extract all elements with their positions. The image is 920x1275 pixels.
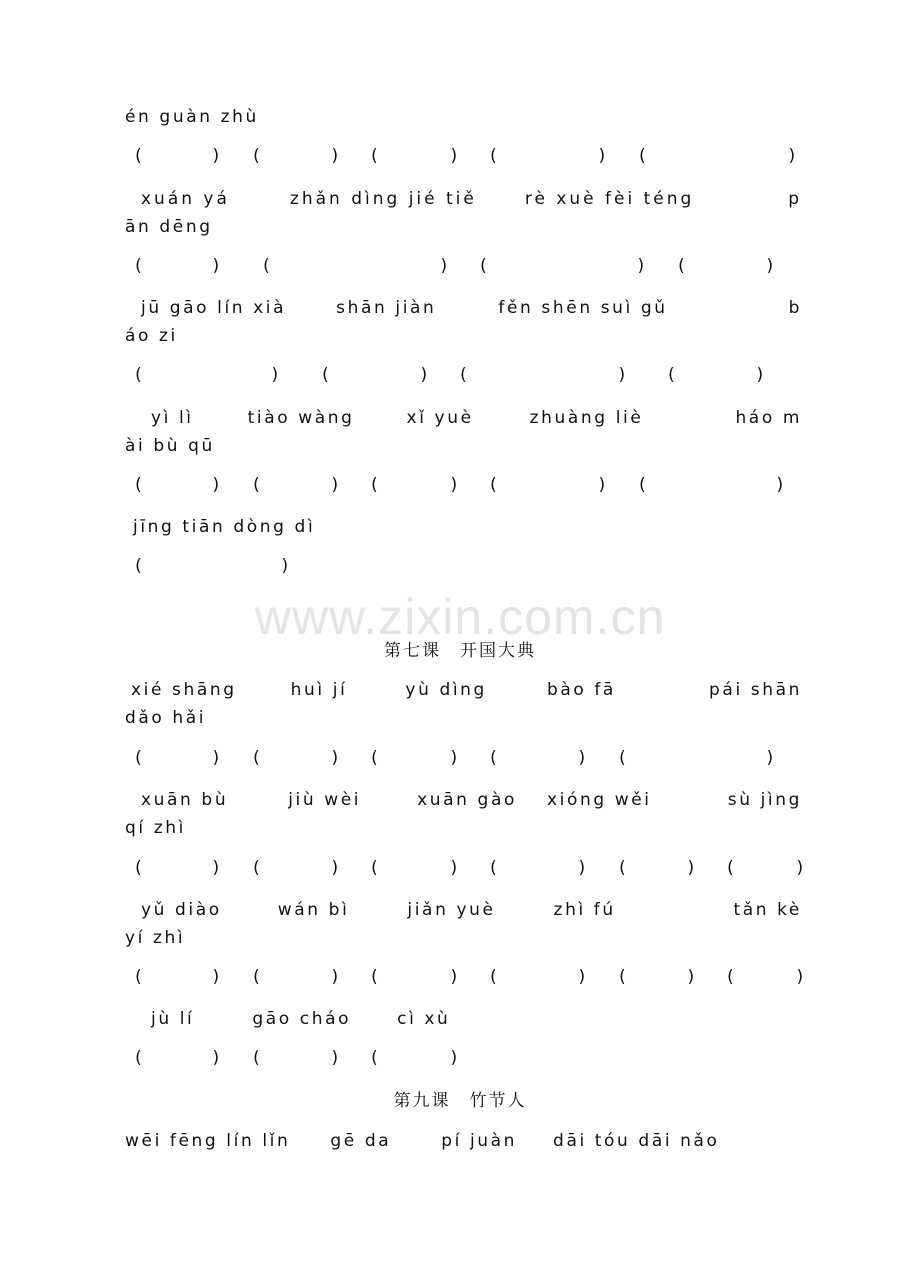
pinyin-line: yǔ diào wán bì jiǎn yuè zhì fú tǎn kè [141, 900, 802, 920]
pinyin-line: jīng tiān dòng dì [133, 517, 316, 537]
lesson-title: 第九课 竹节人 [393, 1091, 527, 1111]
pinyin-line: jù lí gāo cháo cì xù [151, 1009, 451, 1029]
pinyin-line: yì lì tiào wàng xǐ yuè zhuàng liè háo m [151, 408, 802, 428]
watermark: www.zixin.com.cn [254, 589, 666, 645]
pinyin-line: én guàn zhù [125, 107, 259, 127]
pinyin-line-wrap: qí zhì [125, 818, 186, 838]
pinyin-line: xuán yá zhǎn dìng jié tiě rè xuè fèi téng p [141, 189, 802, 209]
pinyin-line: xuān bù jiù wèi xuān gào xióng wěi sù jìng [141, 790, 802, 810]
pinyin-line-wrap: yí zhì [125, 928, 186, 948]
pinyin-line-wrap: ān dēng [125, 217, 213, 237]
pinyin-line-wrap: ài bù qū [125, 436, 215, 456]
pinyin-line: xié shāng huì jí yù dìng bào fā pái shān [131, 680, 802, 700]
lesson-title: 第七课 开国大典 [384, 641, 536, 661]
pinyin-line: wēi fēng lín lǐn gē da pí juàn dāi tóu dāi nǎo [125, 1131, 720, 1151]
pinyin-line-wrap: dǎo hǎi [125, 708, 207, 728]
pinyin-line-wrap: áo zi [125, 326, 178, 346]
pinyin-line: jū gāo lín xià shān jiàn fěn shēn suì gǔ b [141, 298, 802, 318]
